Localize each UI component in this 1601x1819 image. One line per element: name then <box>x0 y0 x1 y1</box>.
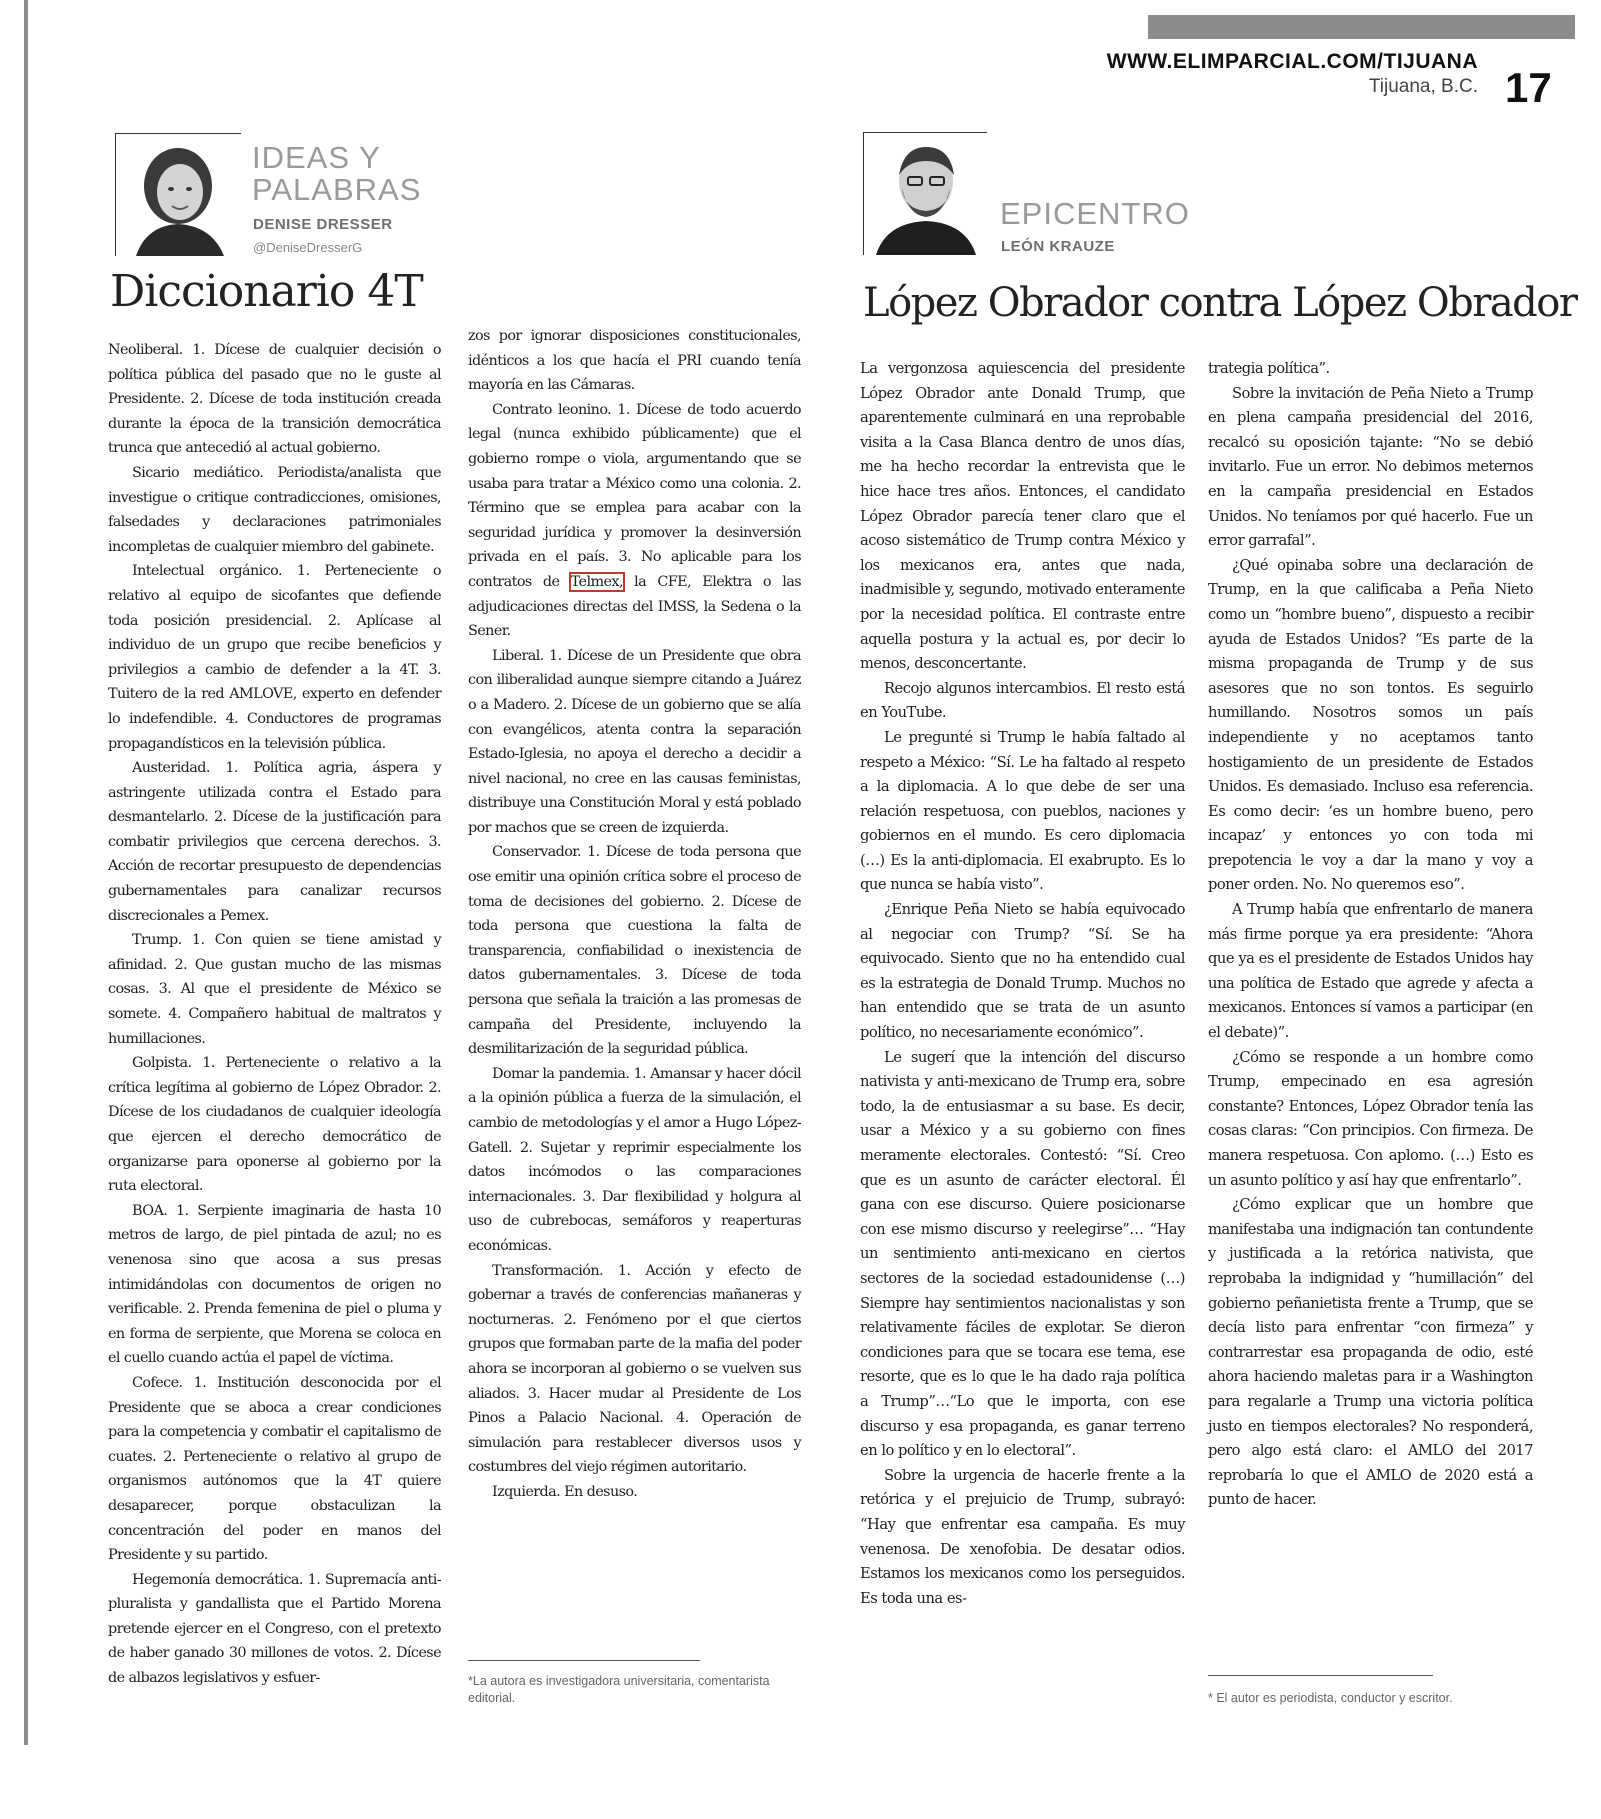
paragraph: Transformación. 1. Acción y efecto de gobernar a través de conferencias mañaneras y nocturneras. 2. Fenómeno por el que ciertos grupos que formaban parte de la mafia del poder ahora se incorporan al gobierno o se vuelven sus aliados. 3. Hacer mudar al Presidente de Los Pinos a Palacio Nacional. 4. Operación de simulación para restablecer diversos usos y costumbres del viejo régimen autoritario. <box>468 1262 801 1476</box>
paragraph: trategia política”. <box>1208 360 1330 377</box>
author-handle[interactable]: @DeniseDresserG <box>253 240 363 255</box>
paragraph: Le sugerí que la intención del discurso nativista y anti-mexicano de Trump era, sobre todo, la de entusiasmar a su base. Es decir, usar a México y a su gobierno con fines meramente electorales. Contestó: “Sí. Creo que es un asunto de carácter electoral. Él gana con ese discurso. Quiere posicionarse con ese mismo discurso y reelegirse”… “Hay un sentimiento anti-mexicano en ciertos sectores de la sociedad estadounidense (…) Siempre hay sentimientos nacionalistas y son relativamente fáciles de explotar. Se dieron condiciones para que se tocara ese tema, ese resorte, que es lo que le ha dado raja política a Trump”…“Lo que le importa, con ese discurso y esa propaganda, es ganar terreno en lo político y en lo electoral”. <box>860 1048 1185 1460</box>
paragraph: Sobre la urgencia de hacerle frente a la retórica y el prejuicio de Trump, subrayó: “Hay que enfrentar esa campaña. Es muy venenosa. De xenofobia. De desatar odios. Estamos los mexicanos como los perseguidos. Es toda una es- <box>860 1466 1185 1607</box>
paragraph: Golpista. 1. Perteneciente o relativo a la crítica legítima al gobierno de López Obrador. 2. Dícese de los ciudadanos de cualquier ideología que ejercen el derecho democrático de organizarse para oponerse al gobierno por la ruta electoral. <box>108 1055 441 1195</box>
headline-lopez-obrador: López Obrador contra López Obrador <box>863 280 1577 326</box>
contrato-text-before: Contrato leonino. 1. Dícese de todo acuerdo legal (nunca exhibido públicamente) que el gobierno rompe o viola, argumentando que se usaba para tratar a México como una colonia. 2. Término que se emplea para acabar con la seguridad jurídica y promover la desinversión privada en el país. 3. No aplicable para los contratos de <box>468 401 801 590</box>
paragraph: Domar la pandemia. 1. Amansar y hacer dócil a la opinión pública a fuerza de la simulación, el cambio de metodologías y el amor a Hugo López-Gatell. 2. Sujetar y reprimir especialmente los datos incómodos o las comparaciones internacionales. 3. Dar flexibilidad y holgura al uso de cubrebocas, semáforos y reaperturas económicas. <box>468 1065 801 1254</box>
paragraph: ¿Cómo explicar que un hombre que manifestaba una indignación tan contundente y justificada a la retórica nativista, que reprobaba la indignidad y “humillación” del gobierno peñanietista frente a Trump, que se decía listo para enfrentar “con firmeza” y contrarrestar esa propaganda de odio, esté ahora haciendo maletas para ir a Washington para regalarle a Trump una victoria política justo en tiempos electorales? No responderá, pero algo está claro: el AMLO del 2017 reprobaría lo que el AMLO de 2020 está a punto de hacer. <box>1208 1196 1533 1509</box>
paragraph: ¿Qué opinaba sobre una declaración de Trump, en la que calificaba a Peña Nieto como un “hombre bueno”, dispuesto a recibir ayuda de Estados Unidos? “Es parte de la misma propaganda de Trump y de sus asesores que no son tontos. Es seguirlo humillando. Nosotros somos un país independiente y no aceptamos tanto hostigamiento de un presidente de Estados Unidos. Es demasiado. Incluso esa referencia. Es como decir: ‘es un hombre bueno, pero incapaz’ y entonces yo con toda mi prepotencia le voy a dar la mano y voy a poner orden. No. No queremos eso”. <box>1208 556 1533 894</box>
paragraph: Le pregunté si Trump le había faltado al respeto a México: “Sí. Le ha faltado al respeto a la diplomacia. A lo que debe de ser una relación respetuosa, con pueblos, naciones y gobiernos en el mundo. Es cero diplomacia (…) Es la anti-diplomacia. El exabrupto. Es lo que nunca se había visto”. <box>860 728 1185 894</box>
paragraph: A Trump había que enfrentarlo de manera más firme porque ya era presidente: “Ahora que ya es el presidente de Estados Unidos hay una política de Estado que agrede y afecta a mexicanos. Entonces sí vamos a participar (en el debate)”. <box>1208 901 1533 1042</box>
article-column-2 <box>468 324 801 1505</box>
article-column-1 <box>108 338 441 1691</box>
paragraph: BOA. 1. Serpiente imaginaria de hasta 10 metros de largo, de piel pintada de azul; no es venenosa sino que acosa a sus presas intimidándolas con documentos de origen no verificable. 2. Prenda femenina de piel o pluma y en forma de serpiente, que Morena se coloca en el cuello cuando actúa el papel de víctima. <box>108 1202 441 1367</box>
paragraph: Izquierda. En desuso. <box>492 1483 638 1500</box>
author-name-dresser: DENISE DRESSER <box>253 216 393 233</box>
author-portrait-dresser <box>115 133 241 256</box>
paragraph: Hegemonía democrática. 1. Supremacía anti-pluralista y gandallista que el Partido Morena pretende ejercer en el Congreso, con el pretexto de haber ganado 30 millones de votos. 2. Dícese de albazos legislativos y esfuer- <box>108 1571 441 1687</box>
author-name-krauze: LEÓN KRAUZE <box>1001 238 1115 255</box>
page-number: 17 <box>1505 64 1552 111</box>
headline-diccionario: Diccionario 4T <box>110 266 423 317</box>
article-column-3 <box>860 357 1185 1611</box>
paragraph: Trump. 1. Con quien se tiene amistad y afinidad. 2. Que gustan mucho de las mismas cosas. 3. Al que el presidente de México se somete. 4. Compañero habitual de maltratos y humillaciones. <box>108 932 441 1047</box>
paragraph: Cofece. 1. Institución desconocida por el Presidente que se aboca a crear condiciones para la competencia y combatir el capitalismo de cuates. 2. Perteneciente o relativo al grupo de organismos autónomos que la 4T quiere desaparecer, porque obstaculizan la concentración del poder en manos del Presidente y su partido. <box>108 1374 441 1564</box>
paragraph: Sobre la invitación de Peña Nieto a Trump en plena campaña presidencial del 2016, recalcó su oposición tajante: “No se debió invitarlo. Fue un error. No debimos meternos en la campaña presidencial en Estados Unidos. No teníamos por qué hacerlo. Fue un error garrafal”. <box>1208 384 1533 550</box>
author-portrait-krauze <box>863 132 987 255</box>
site-url[interactable]: WWW.ELIMPARCIAL.COM/TIJUANA <box>1106 50 1478 73</box>
paragraph: Liberal. 1. Dícese de un Presidente que obra con iliberalidad aunque siempre citando a Juárez o a Madero. 2. Dícese de un gobierno que se alía con evangélicos, atenta contra la separación Estado-Iglesia, no apoya el derecho a decidir a nivel nacional, no cree en las causas feministas, distribuye una Constitución Moral y está poblado por machos que se creen de izquierda. <box>468 647 801 836</box>
paragraph-contrato-leonino <box>468 398 801 644</box>
paragraph: zos por ignorar disposiciones constitucionales, idénticos a los que hacía el PRI cuando tenía mayoría en las Cámaras. <box>468 328 801 394</box>
paragraph: Conservador. 1. Dícese de toda persona que ose emitir una opinión crítica sobre el proceso de toma de decisiones del gobierno. 2. Dícese de toda persona que cuestiona la falta de transparencia, confiabilidad o inexistencia de datos gubernamentales. 3. Dícese de toda persona que señala la traición a las promesas de campaña del Presidente, incluyendo la desmilitarización de la seguridad pública. <box>468 844 801 1058</box>
paragraph: Sicario mediático. Periodista/analista que investigue o critique contradicciones, omisiones, falsedades y declaraciones patrimoniales incompletas de cualquier miembro del gabinete. <box>108 464 441 555</box>
paragraph: Recojo algunos intercambios. El resto está en YouTube. <box>860 679 1185 722</box>
paragraph: Austeridad. 1. Política agria, áspera y astringente utilizada contra el Estado para desmantelarlo. 2. Dícese de la justificación para combatir privilegios que cercena derechos. 3. Acción de recortar presupuesto de dependencias gubernamentales para canalizar recursos discrecionales a Pemex. <box>108 760 441 924</box>
left-margin-rule <box>24 0 28 1745</box>
paragraph: La vergonzosa aquiescencia del presidente López Obrador ante Donald Trump, que aparentemente culminará en una reprobable visita a la Casa Blanca dentro de unos días, me ha hecho recordar la entrevista que le hice hace tres años. Entonces, el candidato López Obrador parecía tener claro que el acoso sistemático de Trump contra México y los mexicanos era, antes que nada, inadmisible y, segundo, motivado enteramente por la necesidad política. El contraste entre aquella postura y la actual es, por decir lo menos, desconcertante. <box>860 360 1185 673</box>
paragraph: Neoliberal. 1. Dícese de cualquier decisión o política pública del pasado que no le guste al Presidente. 2. Dícese de toda institución creada durante la época de la transición democrática trunca que antecedió al actual gobierno. <box>108 342 441 457</box>
paragraph: ¿Cómo se responde a un hombre como Trump, empecinado en esa agresión constante? Entonces, López Obrador tenía las cosas claras: “Con principios. Con firmeza. De manera respetuosa. Con aplomo. (…) Esto es un asunto político y así hay que enfrentarlo”. <box>1208 1048 1533 1189</box>
column-name-line2: PALABRAS <box>252 172 422 207</box>
contrato-text-after: la CFE, Elektra o las adjudicaciones directas del IMSS, la Sedena o la Sener. <box>468 573 801 640</box>
footnote-krauze: * El autor es periodista, conductor y escritor. <box>1208 1691 1453 1705</box>
footnote-dresser: *La autora es investigadora universitaria, comentarista editorial. <box>468 1674 770 1705</box>
header-bar <box>1148 15 1575 39</box>
telmex-highlight: Telmex, <box>570 573 623 590</box>
paragraph: Intelectual orgánico. 1. Perteneciente o relativo al equipo de sicofantes que defiende toda posición presidencial. 2. Aplícase al individuo de un grupo que recibe beneficios y privilegios a cambio de defender a la 4T. 3. Tuitero de la red AMLOVE, experto en defender lo indefendible. 4. Conductores de programas propagandísticos en la televisión pública. <box>108 563 441 752</box>
city-label: Tijuana, B.C. <box>1368 76 1478 97</box>
portrait-dresser-icon <box>116 134 241 256</box>
column-name-epicentro: EPICENTRO <box>1000 196 1190 231</box>
column-name-line1: IDEAS Y <box>252 140 381 175</box>
paragraph: ¿Enrique Peña Nieto se había equivocado al negociar con Trump? “Sí. Se ha equivocado. Siento que no ha entendido cual es la estrategia de Donald Trump. Muchos no han entendido que se trata de un asunto político, no necesariamente económico”. <box>860 901 1185 1042</box>
column-name-ideas <box>252 142 421 206</box>
footnote-divider <box>1208 1675 1433 1676</box>
article-column-4 <box>1208 357 1533 1513</box>
portrait-krauze-icon <box>864 133 987 255</box>
footnote-divider <box>468 1660 700 1661</box>
